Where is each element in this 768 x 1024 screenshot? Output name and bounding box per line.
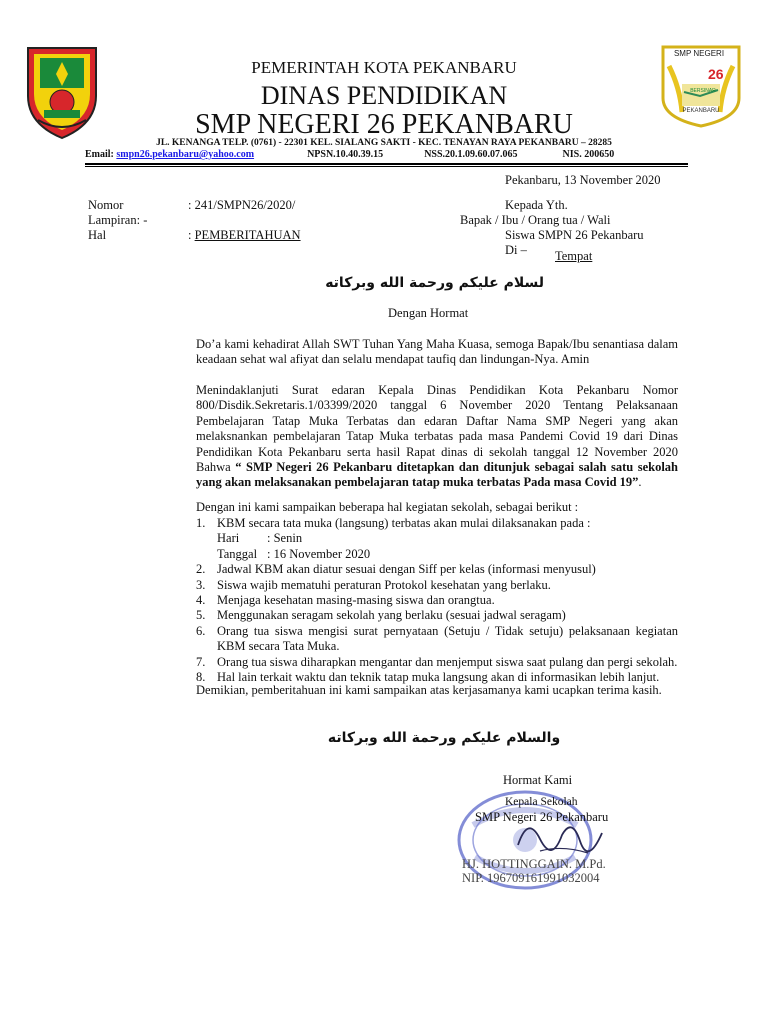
nis-number: NIS. 200650 — [562, 149, 615, 160]
logo-motto: BERSINAR — [690, 88, 716, 94]
list-item — [196, 593, 678, 608]
main-paragraph — [196, 383, 678, 491]
nomor-value: : 241/SMPN26/2020/ — [188, 198, 296, 212]
list-item-text: Orang tua siswa mengisi surat pernyataan (Setuju / Tidak setuju) pelaksanaan kegiatan KBM secara Tata Muka. — [217, 623, 678, 654]
arabic-closing: والسلام عليكم ورحمة الله وبركاته — [327, 730, 561, 746]
list-item-number: 3. — [196, 577, 206, 592]
list-item — [196, 655, 678, 670]
list-item-number: 8. — [196, 670, 206, 685]
hal-value — [188, 228, 301, 243]
recipient-line-4: Di – — [505, 243, 527, 257]
schedule-tanggal-value: : 16 November 2020 — [267, 546, 371, 561]
hal-subject: PEMBERITAHUAN — [194, 228, 301, 242]
list-item-text: Jadwal KBM akan diatur sesuai dengan Siff per kelas (informasi menyusul) — [217, 562, 596, 577]
list-item — [196, 578, 678, 593]
list-item-text: Menggunakan seragam sekolah yang berlaku (sesuai jadwal seragam) — [217, 608, 566, 623]
letterhead-government: PEMERINTAH KOTA PEKANBARU — [251, 58, 517, 77]
list-item-number: 2. — [196, 562, 206, 577]
list-item — [196, 608, 678, 623]
closing-paragraph: Demikian, pemberitahuan ini kami sampaikan atas kerjasamanya kami ucapkan terima kasih. — [196, 683, 662, 697]
list-item-text: Hal lain terkait waktu dan teknik tatap muka langsung akan di informasikan lebih lanjut. — [217, 670, 660, 685]
list-item-number: 1. — [196, 516, 206, 530]
letterhead-address: JL. KENANGA TELP. (0761) - 22301 KEL. SIALANG SAKTI - KEC. TENAYAN RAYA PEKANBARU – 28285 — [156, 138, 612, 148]
list-intro: Dengan ini kami sampaikan beberapa hal kegiatan sekolah, sebagai berikut : — [196, 500, 579, 514]
recipient-line-1: Kepada Yth. — [505, 198, 568, 212]
header-divider-thin — [85, 166, 688, 167]
lampiran-label: Lampiran: - — [88, 213, 148, 227]
list-item-text: Orang tua siswa diharapkan mengantar dan menjemput siswa saat pulang dan pergi sekolah. — [217, 654, 678, 669]
nomor-label: Nomor — [88, 198, 124, 212]
salutation: Dengan Hormat — [388, 306, 469, 320]
list-item-number: 5. — [196, 608, 206, 623]
list-item — [196, 562, 678, 577]
schedule-tanggal-label: Tanggal — [217, 546, 258, 561]
list-item — [196, 516, 678, 531]
recipient-line-3: Siswa SMPN 26 Pekanbaru — [505, 228, 644, 242]
recipient-line-2: Bapak / Ibu / Orang tua / Wali — [460, 213, 611, 227]
logo-city: PEKANBARU — [682, 108, 720, 114]
logo-school-number: 26 — [708, 66, 724, 82]
recipient-line-5: Tempat — [555, 249, 593, 263]
hal-label: Hal — [88, 228, 107, 242]
list-item-text: Menjaga kesehatan masing-masing siswa dan orangtua. — [217, 593, 495, 608]
schedule-tanggal-row — [196, 547, 678, 562]
nss-number: NSS.20.1.09.60.07.065 — [424, 149, 518, 160]
letter-date: Pekanbaru, 13 November 2020 — [505, 173, 661, 187]
signature-school: SMP Negeri 26 Pekanbaru — [475, 810, 609, 824]
list-item-number: 4. — [196, 593, 206, 608]
list-item-text: KBM secara tata muka (langsung) terbatas akan mulai dilaksanakan pada : — [217, 516, 591, 530]
activity-list — [196, 516, 678, 685]
signature-nip: NIP. 196709161991032004 — [462, 871, 600, 885]
opening-paragraph: Do’a kami kehadirat Allah SWT Tuhan Yang Maha Kuasa, semoga Bapak/Ibu senantiasa dalam keadaan sehat wal afiyat dan selalu mendapat taufiq dan lindungan-Nya. Amin — [196, 337, 678, 367]
list-item-number: 7. — [196, 654, 206, 669]
schedule-hari-row — [196, 531, 678, 546]
main-paragraph-end: . — [638, 475, 642, 490]
list-item-text: Siswa wajib mematuhi peraturan Protokol kesehatan yang berlaku. — [217, 577, 551, 592]
letterhead-school-name: SMP NEGERI 26 PEKANBARU — [195, 109, 573, 140]
list-item — [196, 624, 678, 655]
main-paragraph-highlight: “ SMP Negeri 26 Pekanbaru ditetapkan dan ditunjuk sebagai salah satu sekolah yang akan melaksanakan pembelajaran tatap muka terbatas Pada masa Covid 19” — [196, 460, 679, 490]
logo-school-label: SMP NEGERI — [673, 49, 725, 58]
email-label: Email: — [85, 149, 114, 160]
signature-regards: Hormat Kami — [503, 773, 573, 787]
letterhead-contact-row — [85, 149, 614, 160]
npsn-number: NPSN.10.40.39.15 — [307, 149, 384, 160]
header-divider-thick — [85, 163, 688, 165]
signature-title: Kepala Sekolah — [505, 796, 578, 808]
signature-name: HJ. HOTTINGGAIN. M.Pd. — [462, 857, 606, 871]
hal-colon: : — [188, 228, 195, 242]
arabic-greeting: لسلام عليكم ورحمة الله وبركاته — [325, 275, 544, 291]
letterhead-department: DINAS PENDIDIKAN — [260, 81, 508, 110]
email-link[interactable]: smpn26.pekanbaru@yahoo.com — [116, 149, 255, 160]
schedule-hari-label: Hari — [217, 531, 240, 546]
main-paragraph-text: Menindaklanjuti Surat edaran Kepala Dinas Pendidikan Kota Pekanbaru Nomor 800/Disdik.Sekretaris.1/03399/2020 tanggal 6 November 2020 Tentang Pelaksanaan Pembelajaran Tatap Muka Terbatas dan edaran Daftar Nama SMP Negeri yang akan melaksnankan pembelajaran Tatap Muka terbatas pada masa Pandemi Covid 19 dari Dinas Pendidikan Kota Pekanbaru serta hasil Rapat dinas di sekolah tanggal 12 November 2020 Bahwa — [196, 383, 678, 475]
list-item-number: 6. — [196, 623, 206, 638]
schedule-hari-value: : Senin — [267, 531, 303, 546]
